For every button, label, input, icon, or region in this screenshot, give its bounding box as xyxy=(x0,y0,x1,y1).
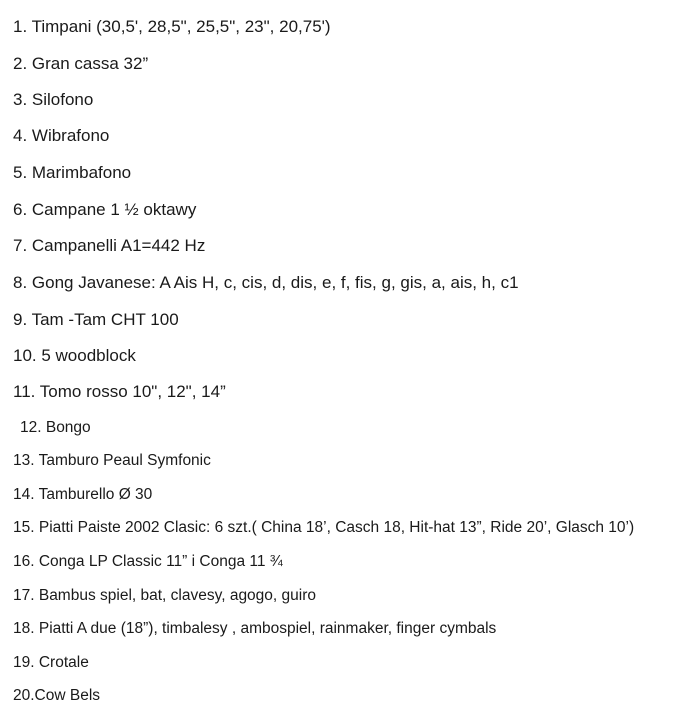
list-item: 9. Tam -Tam CHT 100 xyxy=(13,310,179,329)
list-item: 7. Campanelli A1=442 Hz xyxy=(13,236,206,255)
list-item: 14. Tamburello Ø 30 xyxy=(13,486,153,503)
list-item: 20.Cow Bels xyxy=(13,687,101,704)
list-item: 5. Marimbafono xyxy=(13,163,132,182)
list-item: 16. Conga LP Classic 11” i Conga 11 ¾ xyxy=(13,553,283,570)
list-item: 10. 5 woodblock xyxy=(13,346,136,365)
list-item: 11. Tomo rosso 10", 12", 14” xyxy=(13,382,226,401)
list-item: 3. Silofono xyxy=(13,90,94,109)
list-item: 12. Bongo xyxy=(20,419,91,436)
list-item: 13. Tamburo Peaul Symfonic xyxy=(13,452,211,469)
list-item: 2. Gran cassa 32” xyxy=(13,54,149,73)
list-item: 17. Bambus spiel, bat, clavesy, agogo, guiro xyxy=(13,587,316,604)
list-item: 1. Timpani (30,5', 28,5", 25,5", 23", 20,75') xyxy=(13,17,331,36)
list-item: 19. Crotale xyxy=(13,654,89,671)
list-item: 8. Gong Javanese: A Ais H, c, cis, d, dis, e, f, fis, g, gis, a, ais, h, c1 xyxy=(13,273,519,292)
list-item: 4. Wibrafono xyxy=(13,126,110,145)
list-item: 18. Piatti A due (18”), timbalesy , ambospiel, rainmaker, finger cymbals xyxy=(13,620,497,637)
list-item: 6. Campane 1 ½ oktawy xyxy=(13,200,197,219)
list-item: 15. Piatti Paiste 2002 Clasic: 6 szt.( China 18’, Casch 18, Hit-hat 13”, Ride 20’, Glasch 10’) xyxy=(13,519,635,536)
